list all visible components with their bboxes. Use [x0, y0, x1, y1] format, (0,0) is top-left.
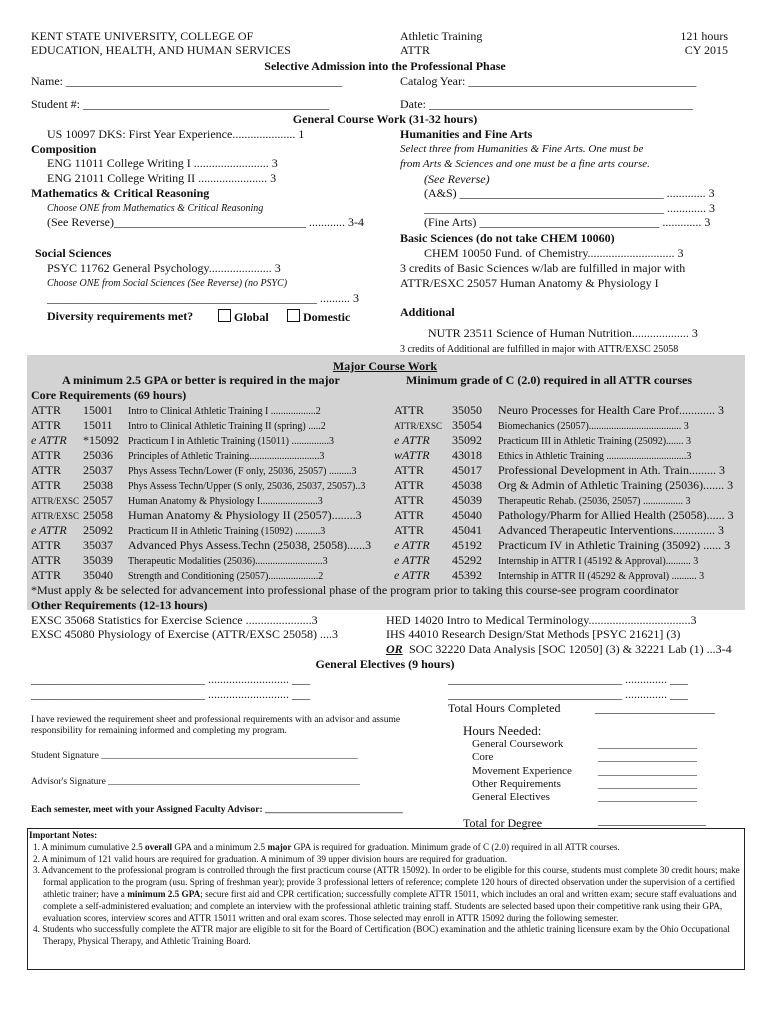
course-number: 35040 — [83, 568, 113, 582]
total-completed-label: Total Hours Completed — [448, 701, 561, 715]
hours-needed-item: Other Requirements — [472, 777, 561, 790]
major-gpa-note: A minimum 2.5 GPA or better is required in the major — [62, 373, 340, 387]
general-heading: General Course Work (31-32 hours) — [292, 112, 478, 126]
core-course-row-right — [394, 569, 704, 583]
chem-course: CHEM 10050 Fund. of Chemistry............................. 3 — [424, 246, 684, 260]
psyc-course: PSYC 11762 General Psychology..................... 3 — [47, 261, 281, 275]
domestic-label: Domestic — [303, 310, 351, 324]
core-course-row-left — [31, 494, 323, 508]
program-name: Athletic Training — [400, 29, 483, 43]
course-number: 25057 — [83, 493, 113, 507]
global-box-icon — [218, 309, 231, 322]
humanities-heading: Humanities and Fine Arts — [400, 127, 533, 141]
core-course-row-right — [394, 509, 734, 522]
humanities-note-2: from Arts & Sciences and one must be a fine arts course. — [400, 158, 650, 170]
social-note: Choose ONE from Social Sciences (See Reverse) (no PSYC) — [47, 278, 288, 289]
exsc-course-1: EXSC 35068 Statistics for Exercise Science ......................3 — [31, 613, 318, 627]
course-number: 45041 — [452, 523, 482, 537]
basic-sciences-heading: Basic Sciences (do not take CHEM 10060) — [400, 231, 615, 245]
course-title: Strength and Conditioning (25057)....................2 — [128, 571, 324, 582]
course-title: Principles of Athletic Training............................3 — [128, 451, 325, 462]
course-number: 35039 — [83, 553, 113, 567]
program-hours: 121 hours — [680, 29, 728, 43]
us-course: US 10097 DKS: First Year Experience..................... 1 — [47, 127, 305, 141]
course-prefix: ATTR/EXSC — [394, 421, 443, 431]
math-note: Choose ONE from Mathematics & Critical Reasoning — [47, 203, 264, 214]
total-degree-field[interactable]: __________________ — [598, 813, 706, 827]
catalog-year-field[interactable]: Catalog Year: ______________________________________ — [400, 74, 697, 88]
course-number: 45292 — [452, 553, 482, 567]
additional-heading: Additional — [400, 305, 455, 319]
hours-needed-field[interactable]: __________________ — [598, 777, 697, 790]
core-course-row-left — [31, 554, 328, 568]
hours-needed-item: General Electives — [472, 791, 550, 804]
course-prefix: ATTR — [394, 478, 424, 492]
course-number: 35037 — [83, 538, 113, 552]
advisor-signature-field[interactable]: Advisor's Signature _____________________________________________________ — [31, 777, 360, 787]
school-name-line1: KENT STATE UNIVERSITY, COLLEGE OF — [31, 29, 254, 43]
course-title: Ethics in Athletic Training ................................3 — [498, 451, 692, 462]
course-prefix: ATTR — [31, 568, 61, 582]
global-checkbox[interactable] — [218, 309, 269, 324]
core-course-row-right — [394, 449, 691, 463]
core-course-row-right — [394, 404, 724, 417]
elective-field-3[interactable]: _____________________________ .............. ___ — [448, 672, 688, 686]
course-number: 25092 — [83, 523, 113, 537]
course-prefix: ATTR — [394, 523, 424, 537]
course-prefix: e ATTR — [394, 538, 430, 552]
course-title: Pathology/Pharm for Allied Health (25058)...... 3 — [498, 508, 734, 522]
eng-course-2: ENG 21011 College Writing II ....................... 3 — [47, 171, 277, 185]
electives-heading: General Electives (9 hours) — [315, 657, 455, 671]
course-prefix: ATTR — [31, 418, 61, 432]
core-course-row-left — [31, 404, 321, 418]
name-field[interactable]: Name: ______________________________________________ — [31, 74, 342, 88]
course-number: 43018 — [452, 448, 482, 462]
course-number: *15092 — [83, 433, 119, 447]
humanities-field[interactable]: ________________________________________ ............. 3 — [424, 201, 715, 215]
core-course-row-left — [31, 569, 323, 583]
course-prefix: ATTR — [31, 538, 61, 552]
major-heading: Major Course Work — [332, 359, 438, 373]
course-number: 45017 — [452, 463, 482, 477]
course-title: Practicum I in Athletic Training (15011) ...............3 — [128, 436, 335, 447]
catalog-year: CY 2015 — [684, 43, 728, 57]
core-course-row-right — [394, 419, 689, 433]
course-title: Neuro Processes for Health Care Prof............ 3 — [498, 403, 724, 417]
course-prefix: e ATTR — [394, 568, 430, 582]
course-prefix: ATTR — [31, 553, 61, 567]
course-title: Practicum III in Athletic Training (25092)....... 3 — [498, 436, 692, 447]
core-course-row-left — [31, 419, 326, 433]
eng-course-1: ENG 11011 College Writing I ......................... 3 — [47, 156, 278, 170]
core-course-row-left — [31, 464, 356, 478]
course-prefix: e ATTR — [31, 523, 67, 537]
social-field[interactable]: _____________________________________________ .......... 3 — [47, 291, 359, 305]
course-title: Professional Development in Ath. Train......... 3 — [498, 463, 725, 477]
core-course-row-left — [31, 434, 334, 448]
faculty-advisor-field[interactable]: Each semester, meet with your Assigned Faculty Advisor: _____________________________ — [31, 805, 403, 815]
course-title: Intro to Clinical Athletic Training I ..................2 — [128, 406, 321, 417]
course-number: 45038 — [452, 478, 482, 492]
hours-needed-item: General Coursework — [472, 738, 564, 750]
course-title: Human Anatomy & Physiology I.......................3 — [128, 496, 323, 507]
course-number: 45192 — [452, 538, 482, 552]
total-degree-label: Total for Degree — [463, 816, 543, 830]
social-heading: Social Sciences — [35, 246, 112, 260]
note-1: 1. A minimum cumulative 2.5 overall GPA and a minimum 2.5 major GPA is required for graduation. Minimum grade of C (2.0) required in all ATTR courses. — [33, 841, 620, 852]
domestic-checkbox[interactable] — [287, 309, 350, 324]
course-number: 25058 — [83, 508, 113, 522]
course-title: Advanced Phys Assess.Techn (25038, 25058)......3 — [128, 538, 372, 552]
note-3: 3. Advancement to the professional program is controlled through the first practicum course (ATTR 15092). In order to be eligible for this course, students must complete 30 credit hours; make formal application to the program (usu. Spring of freshman year); provide 3 professional letters of reference; complete 120 hours of directed observation under the supervision of a certified athletic trainer; have a minimum 2.5 GPA; secure first aid and CPR certification; successfully complete ATTR 15011, which includes an oral and written exam; secure staff evaluations and complete a self-administered evaluation; and complete an interview with the professional athletic training staff. Students are selected based upon their competitive rank using their GPA, evaluation scores, interview scores and ATTR 15011 written and oral exam scores. Those selected may enroll in ATTR 15092 during the following semester. — [33, 865, 740, 923]
domestic-box-icon — [287, 309, 300, 322]
course-prefix: e ATTR — [31, 433, 67, 447]
notes-heading: Important Notes: — [29, 830, 98, 840]
student-signature-field[interactable]: Student Signature ______________________________________________________ — [31, 751, 358, 761]
course-number: 35054 — [452, 418, 482, 432]
exsc-course-2: EXSC 45080 Physiology of Exercise (ATTR/EXSC 25058) ....3 — [31, 627, 338, 641]
course-prefix: wATTR — [394, 448, 430, 462]
important-notes — [29, 830, 741, 948]
course-number: 45040 — [452, 508, 482, 522]
core-course-row-left — [31, 509, 362, 523]
course-title: Internship in ATTR II (45292 & Approval) .......... 3 — [498, 571, 705, 582]
core-course-row-left — [31, 479, 365, 493]
course-prefix: e ATTR — [394, 553, 430, 567]
course-title: Practicum IV in Athletic Training (35092) ...... 3 — [498, 538, 731, 552]
course-prefix: ATTR — [394, 463, 424, 477]
course-prefix: ATTR — [394, 403, 424, 417]
core-course-row-left — [31, 524, 325, 538]
humanities-reverse: (See Reverse) — [424, 172, 490, 186]
elective-field-2[interactable]: _____________________________ ........................... ___ — [31, 687, 310, 701]
course-title: Advanced Therapeutic Interventions.............. 3 — [498, 523, 725, 537]
core-course-row-left — [31, 539, 371, 552]
hours-needed-field[interactable]: __________________ — [598, 791, 697, 804]
humanities-note-1: Select three from Humanities & Fine Arts. One must be — [400, 143, 644, 155]
global-label: Global — [234, 310, 269, 324]
course-prefix: ATTR — [31, 403, 61, 417]
must-apply-note: *Must apply & be selected for advancement into professional phase of the program prior to taking this course-see program coordinator — [31, 583, 679, 597]
course-title: Practicum II in Athletic Training (15092) ..........3 — [128, 526, 326, 537]
humanities-as-field[interactable]: (A&S) __________________________________ ............. 3 — [424, 186, 715, 200]
basic-note-1: 3 credits of Basic Sciences w/lab are fulfilled in major with — [400, 261, 686, 275]
hours-needed-field[interactable]: __________________ — [598, 751, 697, 764]
course-number: 35050 — [452, 403, 482, 417]
course-number: 25037 — [83, 463, 113, 477]
school-name-line2: EDUCATION, HEALTH, AND HUMAN SERVICES — [31, 43, 291, 57]
core-course-row-right — [394, 539, 730, 552]
date-field[interactable]: Date: ____________________________________________ — [400, 97, 693, 111]
core-course-row-right — [394, 479, 733, 492]
hours-needed-heading: Hours Needed: — [463, 723, 542, 738]
core-course-row-right — [394, 494, 690, 508]
math-heading: Mathematics & Critical Reasoning — [31, 186, 210, 200]
course-prefix: e ATTR — [394, 433, 430, 447]
or-label: OR — [386, 642, 403, 656]
course-prefix: ATTR — [31, 448, 61, 462]
course-title: Phys Assess Techn/Upper (S only, 25036, 25037, 25057)..3 — [128, 481, 366, 492]
course-number: 15001 — [83, 403, 113, 417]
major-grade-note: Minimum grade of C (2.0) required in all ATTR courses — [406, 373, 692, 387]
course-number: 45392 — [452, 568, 482, 582]
core-course-row-right — [394, 524, 724, 537]
course-number: 25038 — [83, 478, 113, 492]
total-completed-field[interactable]: ____________________ — [595, 701, 715, 715]
hours-needed-item: Core — [472, 751, 494, 764]
course-number: 15011 — [83, 418, 113, 432]
hed-course: HED 14020 Intro to Medical Terminology..................................3 — [386, 613, 697, 627]
other-heading: Other Requirements (12-13 hours) — [31, 598, 208, 612]
course-title: Internship in ATTR I (45192 & Approval).......... 3 — [498, 556, 699, 567]
course-number: 25036 — [83, 448, 113, 462]
note-2: 2. A minimum of 121 valid hours are required for graduation. A minimum of 39 upper division hours are required for graduation. — [33, 853, 508, 864]
course-prefix: ATTR — [31, 463, 61, 477]
course-title: Therapeutic Rehab. (25036, 25057) ................ 3 — [498, 496, 691, 507]
note-4: 4. Students who successfully complete the ATTR major are eligible to sit for the Board of Certification (BOC) examination and the athletic training licensure exam by the Ohio Occupational Therapy, Physical Therapy, and Athletic Training Board. — [33, 924, 730, 947]
hours-needed-item: Movement Experience — [472, 764, 572, 777]
course-prefix: ATTR — [31, 478, 61, 492]
hours-needed-field[interactable]: __________________ — [598, 764, 697, 777]
review-statement: I have reviewed the requirement sheet and professional requirements with an advisor and assume responsibility for remaining informed and completing my program. — [31, 715, 401, 736]
course-number: 35092 — [452, 433, 482, 447]
core-course-row-right — [394, 464, 725, 477]
program-code: ATTR — [400, 43, 430, 57]
course-title: Org & Admin of Athletic Training (25036)....... 3 — [498, 478, 734, 492]
student-number-field[interactable]: Student #: _________________________________________ — [31, 97, 330, 111]
core-course-row-right — [394, 554, 698, 568]
course-number: 45039 — [452, 493, 482, 507]
nutr-course: NUTR 23511 Science of Human Nutrition................... 3 — [428, 326, 698, 340]
diversity-label: Diversity requirements met? — [47, 309, 194, 323]
course-title: Biomechanics (25057)..................................... 3 — [498, 421, 689, 432]
course-title: Human Anatomy & Physiology II (25057)........3 — [128, 508, 362, 522]
course-title: Intro to Clinical Athletic Training II (spring) .....2 — [128, 421, 326, 432]
elective-field-1[interactable]: _____________________________ ........................... ___ — [31, 672, 310, 686]
hours-needed-field[interactable]: __________________ — [598, 738, 697, 750]
ihs-course: IHS 44010 Research Design/Stat Methods [PSYC 21621] (3) — [386, 627, 681, 641]
course-prefix: ATTR — [394, 493, 424, 507]
course-title: Therapeutic Modalities (25036)...........................3 — [128, 556, 328, 567]
course-title: Phys Assess Techn/Lower (F only, 25036, 25057) .........3 — [128, 466, 357, 477]
additional-note: 3 credits of Additional are fulfilled in major with ATTR/EXSC 25058 — [400, 344, 679, 355]
core-heading: Core Requirements (69 hours) — [31, 388, 187, 402]
course-prefix: ATTR — [394, 508, 424, 522]
composition-heading: Composition — [31, 142, 97, 156]
fine-arts-field[interactable]: (Fine Arts) ______________________________ ............. 3 — [424, 215, 711, 229]
core-course-row-right — [394, 434, 691, 448]
soc-course: SOC 32220 Data Analysis [SOC 12050] (3) & 32221 Lab (1) ...3-4 — [409, 642, 732, 656]
page-title: Selective Admission into the Professional Phase — [264, 59, 506, 73]
math-field[interactable]: (See Reverse)________________________________ ............ 3-4 — [47, 215, 364, 229]
course-prefix: ATTR/EXSC — [31, 496, 80, 506]
course-prefix: ATTR/EXSC — [31, 511, 80, 521]
elective-field-4[interactable]: _____________________________ .............. ___ — [448, 687, 688, 701]
basic-note-2: ATTR/ESXC 25057 Human Anatomy & Physiology I — [400, 276, 659, 290]
core-course-row-left — [31, 449, 324, 463]
